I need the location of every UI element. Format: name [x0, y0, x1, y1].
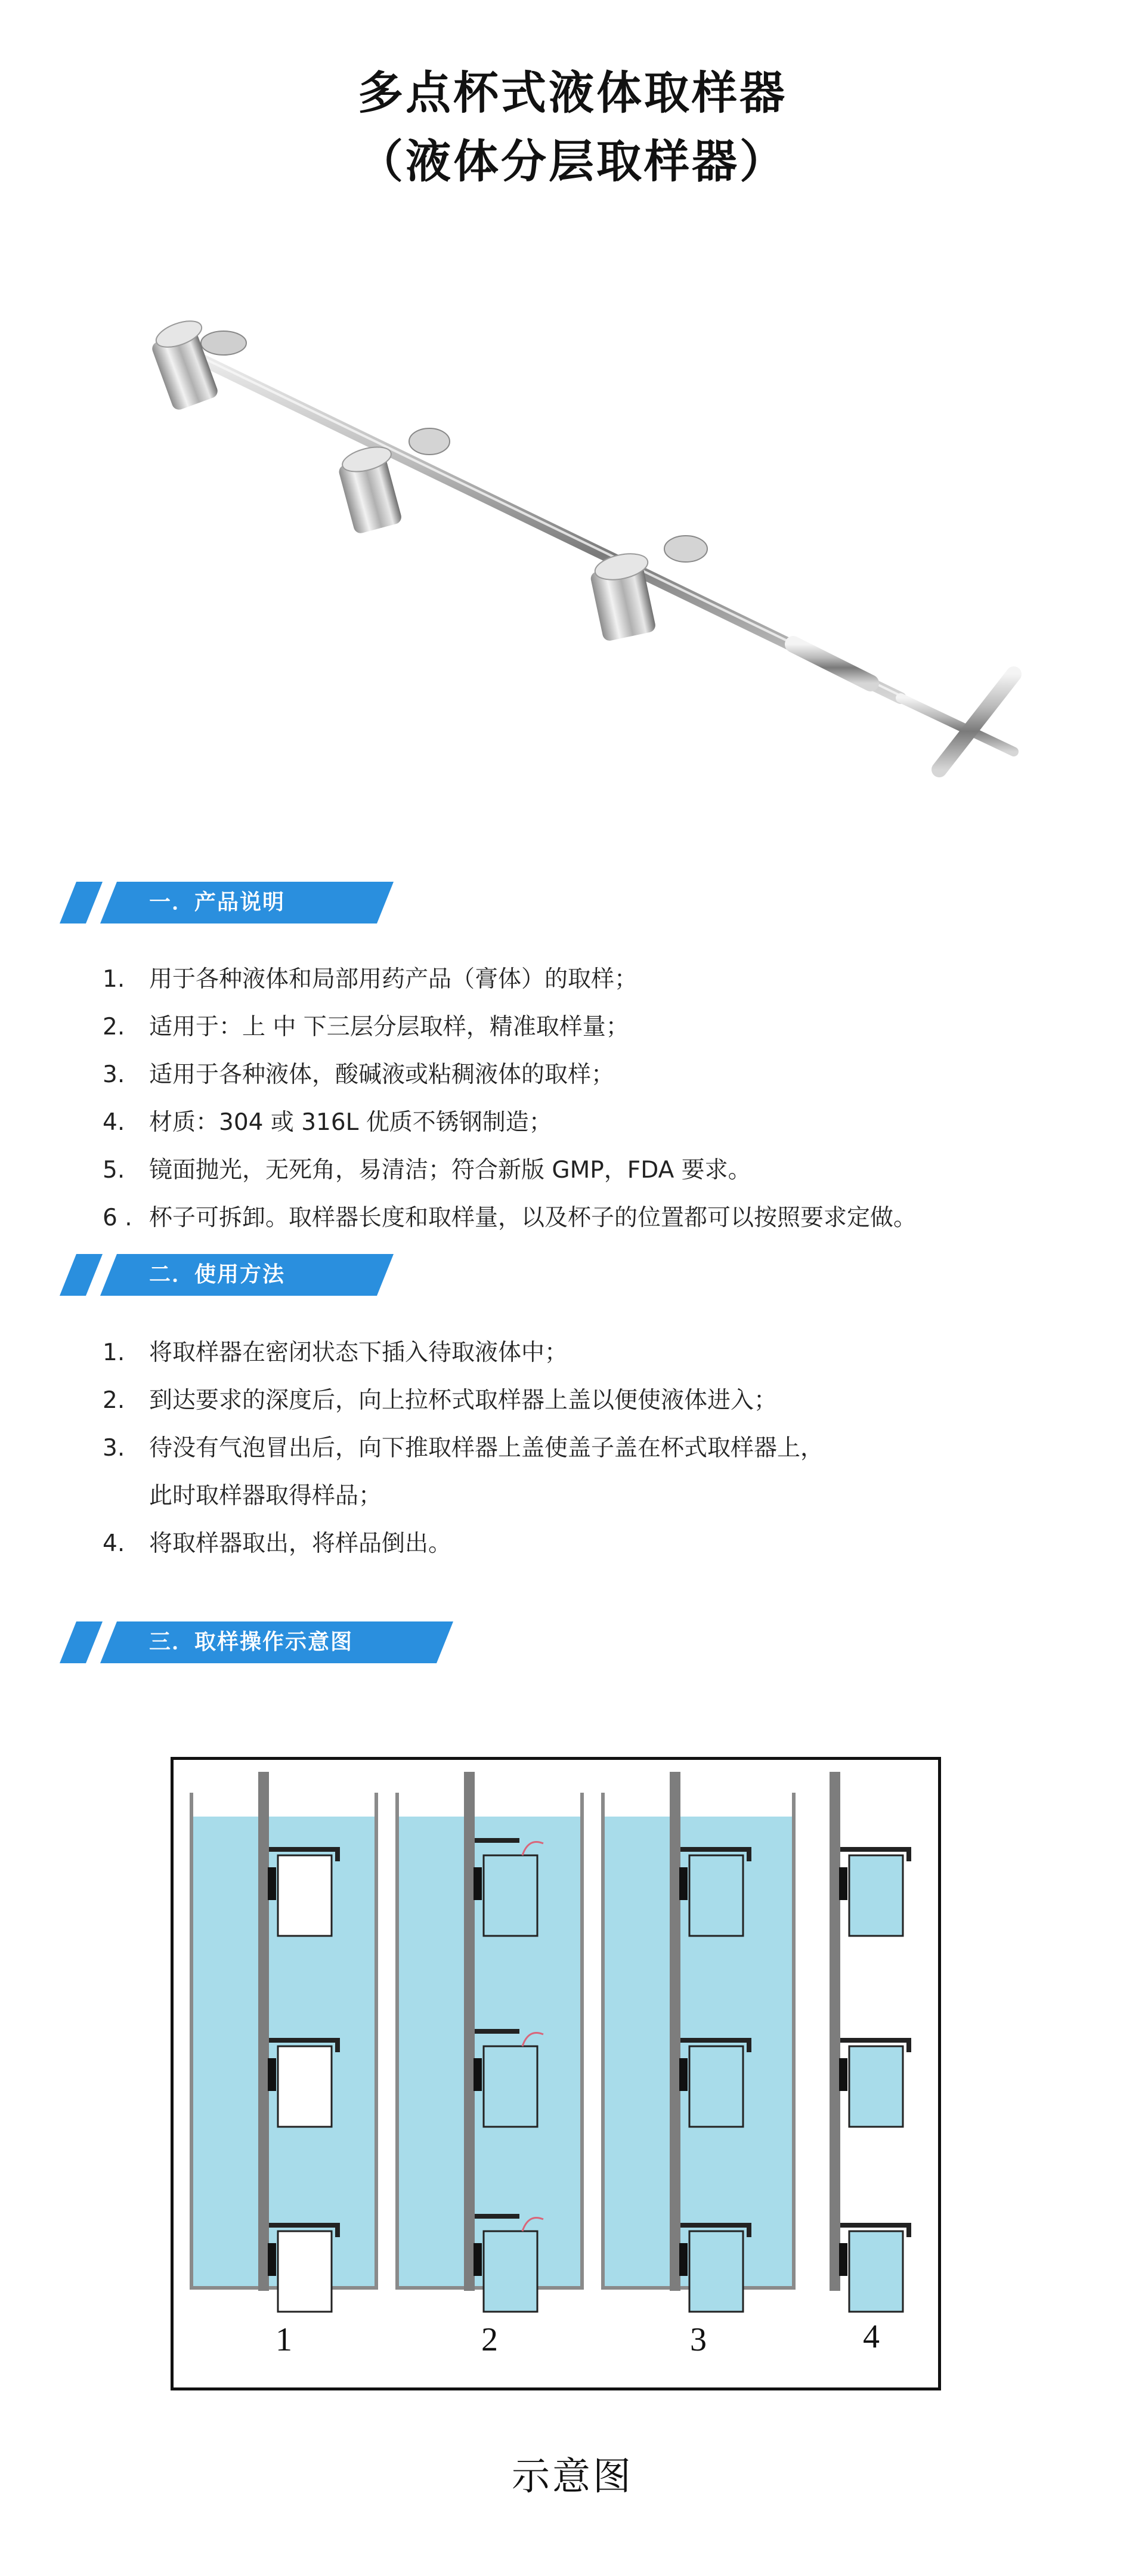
diagram-panel-3 — [603, 1772, 794, 2312]
list-item: 2. 适用于：上 中 下三层分层取样，精准取样量； — [103, 1014, 629, 1040]
page-title-line-2: （液体分层取样器） — [358, 135, 787, 188]
list-item-continuation: 此时取样器取得样品； — [149, 1482, 382, 1509]
section-header-product-description — [60, 882, 394, 923]
list-item: 1. 用于各种液体和局部用药产品（膏体）的取样； — [103, 966, 638, 993]
product-image — [137, 286, 1032, 787]
page-title-line-1: 多点杯式液体取样器 — [358, 66, 787, 119]
product-description-list — [103, 956, 917, 1242]
diagram-panel-1 — [191, 1772, 376, 2312]
list-item: 2. 到达要求的深度后，向上拉杯式取样器上盖以便使液体进入； — [103, 1387, 778, 1414]
list-item: 1. 将取样器在密闭状态下插入待取液体中； — [103, 1339, 568, 1366]
list-item: 4. 将取样器取出，将样品倒出。 — [103, 1530, 452, 1557]
list-item: 3. 适用于各种液体，酸碱液或粘稠液体的取样； — [103, 1061, 615, 1088]
usage-steps-list — [103, 1329, 824, 1568]
section-heading: 三．取样操作示意图 — [149, 1630, 354, 1654]
list-item: 3. 待没有气泡冒出后，向下推取样器上盖使盖子盖在杯式取样器上， — [103, 1435, 824, 1462]
panel-label-1: 1 — [276, 2321, 292, 2358]
section-heading: 一．产品说明 — [149, 890, 286, 915]
panel-label-3: 3 — [690, 2321, 707, 2358]
section-header-diagram — [60, 1621, 394, 1663]
diagram-panel-2 — [397, 1772, 582, 2312]
list-item: 6 . 杯子可拆卸。取样器长度和取样量，以及杯子的位置都可以按照要求定做。 — [103, 1204, 917, 1231]
diagram-panel-4 — [830, 1772, 909, 2312]
section-header-usage — [60, 1254, 394, 1296]
list-item: 4. 材质：304 或 316L 优质不锈钢制造； — [103, 1109, 552, 1136]
section-heading: 二．使用方法 — [149, 1262, 286, 1287]
sampling-diagram — [171, 1757, 941, 2390]
panel-label-4: 4 — [863, 2318, 880, 2355]
diagram-caption: 示意图 — [512, 2455, 633, 2499]
list-item: 5. 镜面抛光，无死角，易清洁；符合新版 GMP，FDA 要求。 — [103, 1157, 751, 1184]
panel-label-2: 2 — [481, 2321, 498, 2358]
